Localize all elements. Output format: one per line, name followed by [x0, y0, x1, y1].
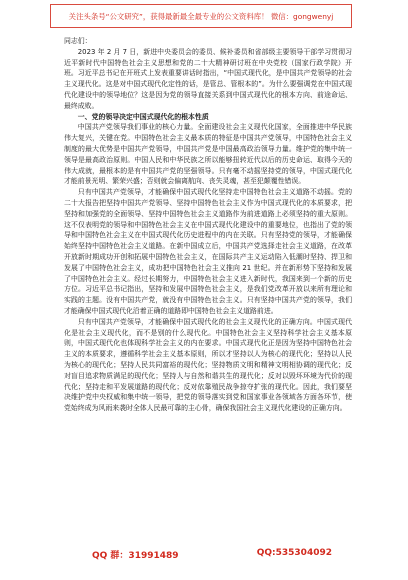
paragraph-core: 中国共产党领导我们事业的核心力量。全面建设社会主义现代化国家，全面推进中华民族伟大复兴，关键在党。中国特色社会主义最本质的特征是中国共产党领导，中国特色社会主义制度的最大优势是中国共产党领导，中国共产党是中国最高政治领导力量。维护党的集中统一领导是最高政治原则。中国人民和中华民族之所以能够扭转近代以后的历史命运、取得今天的伟大成就，最根本的是有中国共产党的坚强领导。只有毫不动摇坚持党的领导，中国式现代化才能前景光明、繁荣兴盛；否则就会偏离航向、丧失灵魂，甚至犯颠覆性错误。 [64, 123, 352, 186]
footer-qq-group: QQ 群：31991489 [92, 551, 179, 561]
footer-qq: QQ:535304092 [256, 548, 332, 558]
top-banner: 关注头条号“公文研究”，获得最新最全最专业的公文资料库！ 微信：gongwenyj [50, 4, 352, 28]
paragraph-road: 只有中国共产党领导，才能确保中国式现代化坚持走中国特色社会主义道路不动摇。党的二十大报告把坚持中国共产党领导、坚持中国特色社会主义作为中国式现代化的本质要求，把坚持和加强党的全面领导、坚持中国特色社会主义道路作为前进道路上必须坚持的重大原则。这不仅表明党的领导和中国特色社会主义在中国式现代化建设中的重要地位，也指出了党的领导和中国特色社会主义在中国式现代化历史进程中的内在关联。只有坚持党的领导，才能确保始终坚持中国特色社会主义道路。在新中国成立后，中国共产党选择走社会主义道路，在改革开放新时期成功开创和拓展中国特色社会主义，在国际共产主义运动陷入低潮时坚持、捍卫和发展了中国特色社会主义，成功把中国特色社会主义推向 21 世纪。并在新形势下坚持和发展了中国特色社会主义。经过长期努力，中国特色社会主义进入新时代，我国来到一个新的历史方位。习近平总书记指出，坚持和发展中国特色社会主义，是我们党改革开放以来所有理论和实践的主题。没有中国共产党，就没有中国特色社会主义。只有坚持中国共产党的领导，我们才能确保中国式现代化沿着正确的道路即中国特色社会主义道路前进。 [64, 188, 352, 315]
paragraph-intro: 2023 年 2 月 7 日，新进中央委员会的委员、候补委员和省部级主要领导干部学习贯彻习近平新时代中国特色社会主义思想和党的二十大精神研讨班在中央党校（国家行政学院）开班。习近平总书记在开班式上发表重要讲话时指出，“中国式现代化，是中国共产党领导的社会主义现代化。这是对中国式现代化定性的话，是管总、管根本的”。为什么要强调党在中国式现代化建设中的领导地位？这是因为党的领导直接关系到中国式现代化的根本方向、前途命运、最终成败。 [64, 47, 352, 110]
footer-contacts [92, 548, 332, 561]
paragraph-direction: 只有中国共产党领导，才能确保中国式现代化的社会主义现代化的正确方向。中国式现代化是社会主义现代化，而不是别的什么现代化。中国特色社会主义坚持科学社会主义基本原则，中国式现代化也体现科学社会主义的内在要求。中国式现代化正是因为坚持中国特色社会主义的本质要求，遵循科学社会主义基本原则，所以才坚持以人为核心的现代化；坚持以人民为核心的现代化；坚持人民共同富裕的现代化；坚持物质文明和精神文明相协调的现代化；反对盲目追求物质满足的现代化；坚持人与自然和谐共生的现代化；反对以毁坏环境为代价的现代化；坚持走和平发展道路的现代化；反对依靠殖民战争掠夺扩张的现代化。因此，我们要坚决维护党中央权威和集中统一领导，把党的领导落实到党和国家事业各领域各方面各环节，使党始终成为风雨来袭时全体人民最可靠的主心骨，确保我国社会主义现代化建设的正确方向。 [64, 317, 352, 413]
document-body [64, 36, 352, 414]
greeting: 同志们： [64, 37, 92, 45]
section-heading: 一、党的领导决定中国式现代化的根本性质 [77, 112, 209, 121]
